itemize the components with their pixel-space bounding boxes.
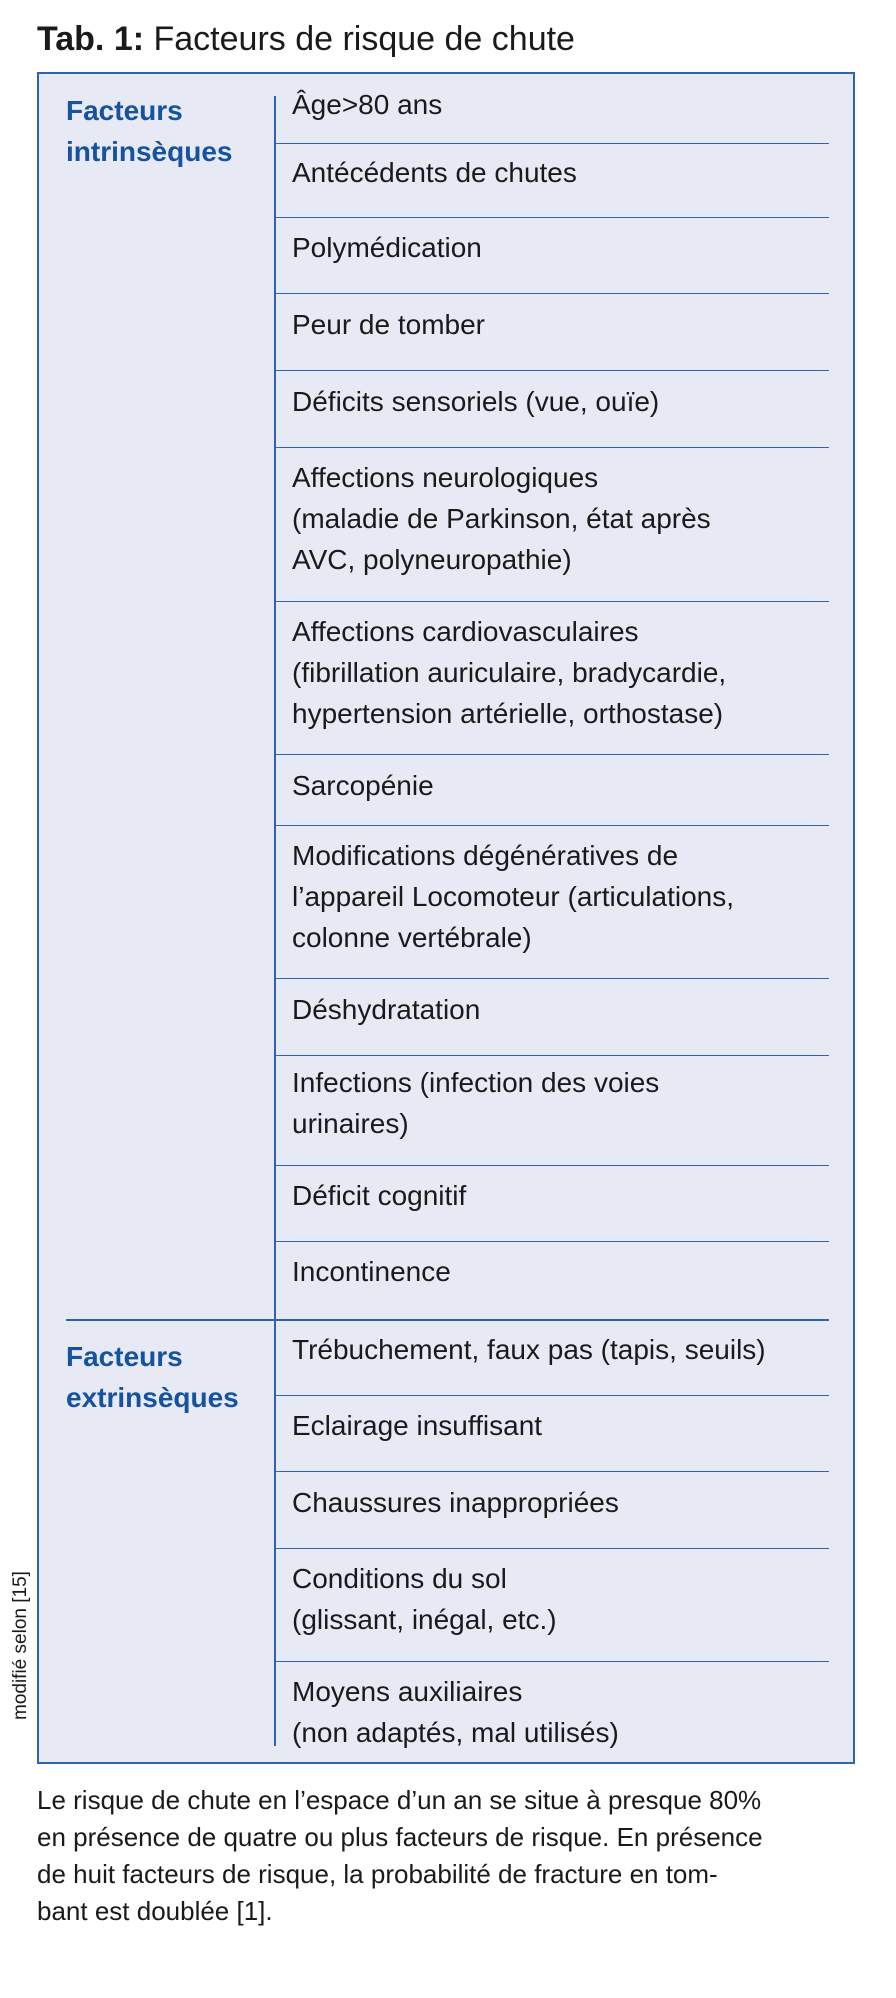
list-item <box>275 84 829 144</box>
list-item <box>275 381 829 448</box>
list-item <box>275 1062 829 1166</box>
list-item-text: Antécédents de chutes <box>292 157 577 188</box>
table-caption: Facteurs de risque de chute <box>153 20 575 58</box>
list-item <box>275 1329 829 1396</box>
list-item <box>275 457 829 602</box>
list-item-text: Déficits sensoriels (vue, ouïe) <box>292 386 660 417</box>
list-item-text: Affections cardiovasculaires (fibrillation auriculaire, bradycardie, hypertension artérielle, orthostase) <box>292 616 727 729</box>
table-number: Tab. 1: <box>37 20 145 58</box>
list-item-text: Incontinence <box>292 1256 451 1287</box>
list-item-text: Modifications dégénératives de l’appareil Locomoteur (articulations, colonne vertébrale) <box>292 840 734 953</box>
list-item-text: Chaussures inappropriées <box>292 1487 619 1518</box>
list-item <box>275 1482 829 1549</box>
list-item-text: Âge>80 ans <box>292 89 443 120</box>
list-item-text: Trébuchement, faux pas (tapis, seuils) <box>292 1334 766 1365</box>
table-title <box>37 14 575 64</box>
list-item <box>275 1405 829 1472</box>
list-item <box>275 1251 829 1319</box>
category-divider <box>66 1319 829 1321</box>
list-item <box>275 152 829 218</box>
list-item-text: Déficit cognitif <box>292 1180 467 1211</box>
list-item <box>275 1558 829 1662</box>
list-item <box>275 1175 829 1242</box>
list-item <box>275 304 829 371</box>
list-item-text: Infections (infection des voies urinaires) <box>292 1067 660 1139</box>
list-item-text: Polymédication <box>292 232 482 263</box>
list-item-text: Moyens auxiliaires (non adaptés, mal utilisés) <box>292 1676 619 1748</box>
source-note: modifié selon [15] <box>10 1571 31 1720</box>
list-item-text: Eclairage insuffisant <box>292 1410 543 1441</box>
category-label-extrinsic: Facteurs extrinsèques <box>66 1341 239 1413</box>
list-item <box>275 611 829 755</box>
list-item <box>275 1671 829 1756</box>
list-item <box>275 227 829 294</box>
category-label-intrinsic: Facteurs intrinsèques <box>66 95 233 167</box>
risk-factor-table <box>37 72 855 1764</box>
list-item <box>275 989 829 1056</box>
table-footnote: Le risque de chute en l’espace d’un an se situe à presque 80% en présence de quatre ou plus facteurs de risque. En présence de huit facteurs de risque, la probabilité de fracture en tom- bant est doublée [1]. <box>37 1785 763 1926</box>
list-item <box>275 765 829 826</box>
list-item-text: Affections neurologiques (maladie de Parkinson, état après AVC, polyneuropathie) <box>292 462 711 575</box>
list-item-text: Conditions du sol (glissant, inégal, etc.) <box>292 1563 557 1635</box>
list-item-text: Déshydratation <box>292 994 481 1025</box>
list-item-text: Peur de tomber <box>292 309 485 340</box>
list-item <box>275 835 829 979</box>
list-item-text: Sarcopénie <box>292 770 434 801</box>
